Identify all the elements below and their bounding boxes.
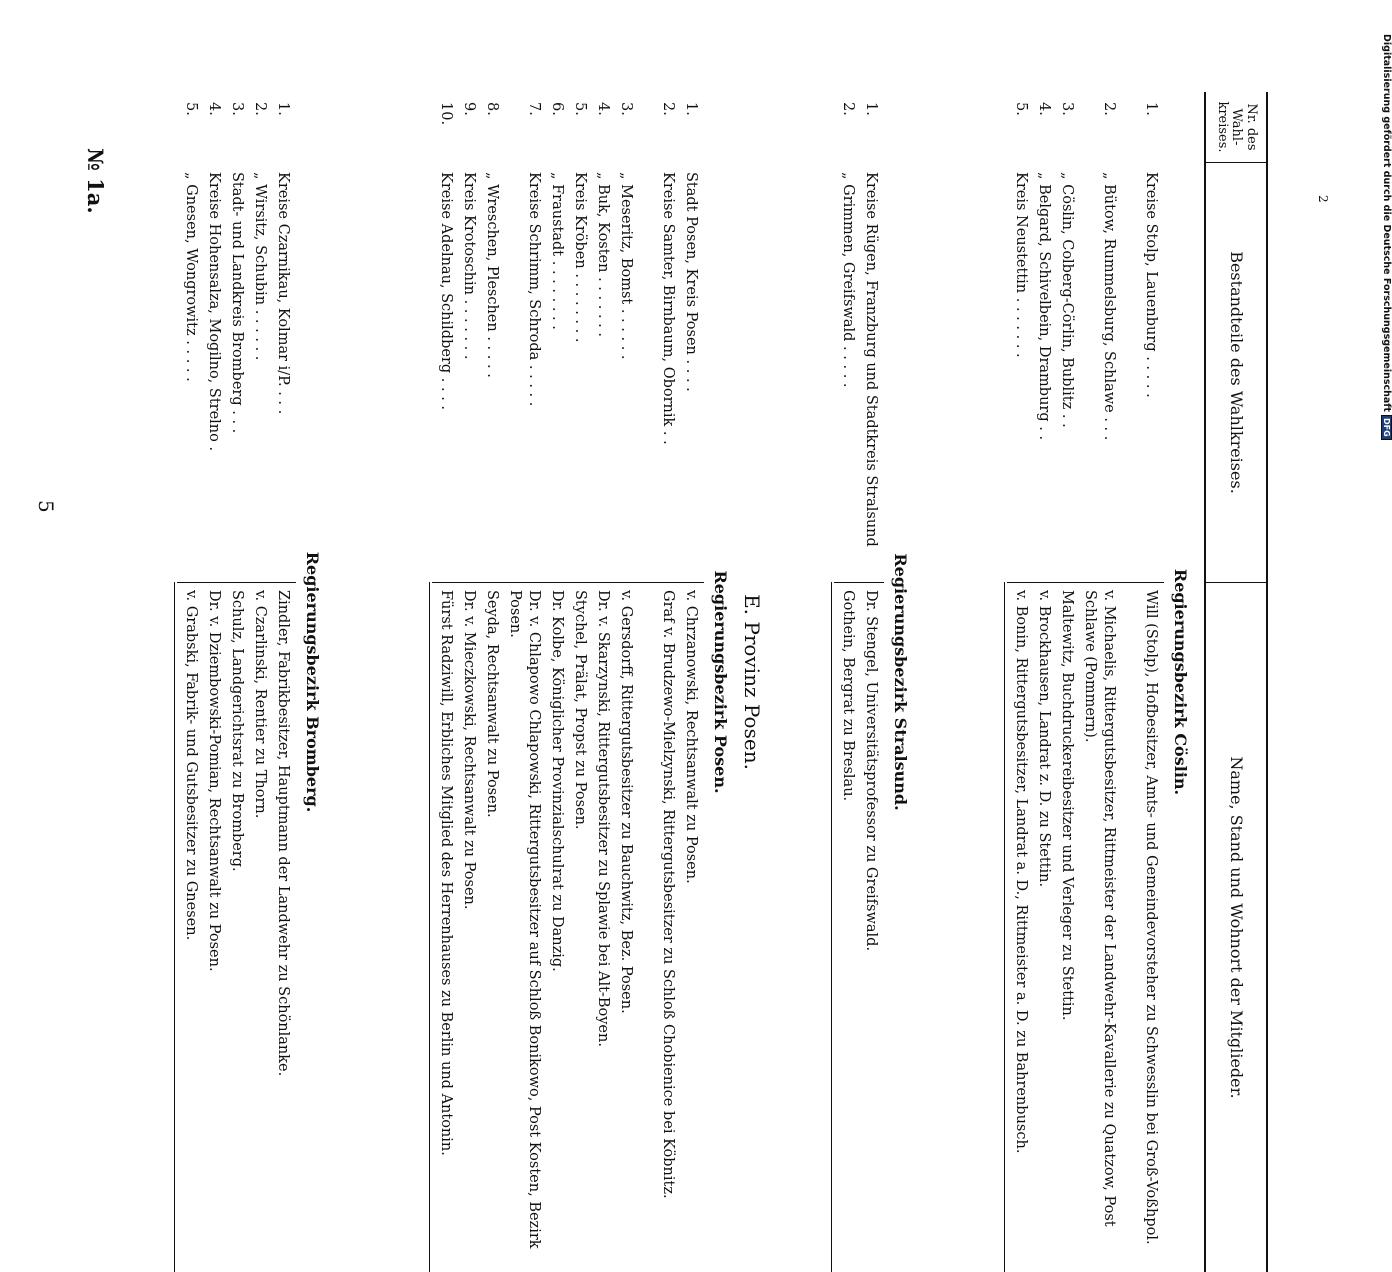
row-bestandteile: „ Gnesen, Wongrowitz . . . . . [183, 172, 199, 382]
row-number: 1. [863, 102, 879, 116]
row-number: 2. [252, 102, 268, 116]
row-bestandteile: „ Belgard, Schivelbein, Dramburg . . [1036, 172, 1052, 441]
table-header [1204, 92, 1268, 1272]
row-member: Dr. Kolbe, Königlicher Provinzialschulrat zu Danzig. [549, 590, 565, 972]
header-nr: Nr. des Wahl-kreises. [1214, 101, 1260, 153]
row-number: 1. [275, 102, 291, 116]
row-bestandteile: Kreis Neustettin . . . . . . . [1013, 172, 1029, 358]
row-bestandteile: „ Buk, Kosten . . . . . . . [595, 172, 611, 338]
row-member: Dr. v. Chlapowo Chlapowski, Rittergutsbesitzer auf Schloß Bonikowo, Post Kosten, Bezirk Posen. [507, 590, 542, 1249]
section-title: Regierungsbezirk Bromberg. [303, 551, 322, 813]
column-divider [432, 582, 704, 583]
row-bestandteile: Stadt Posen, Kreis Posen . . . . [683, 172, 699, 392]
row-bestandteile: Kreise Schrimm, Schroda . . . . . [526, 172, 542, 407]
row-number: 5. [572, 102, 588, 116]
row-number: 2. [840, 102, 856, 116]
row-member: v. Bonin, Rittergutsbesitzer, Landrat a. D., Rittmeister a. D. zu Bahrenbusch. [1013, 590, 1029, 1154]
row-bestandteile: „ Bütow, Rummelsburg, Schlawe . . . [1101, 172, 1117, 441]
row-bestandteile: „ Cöslin, Colberg-Cörlin, Bublitz . . [1059, 172, 1075, 428]
column-divider [1007, 582, 1164, 583]
section-rule [1004, 582, 1005, 1272]
row-number: 4. [1036, 102, 1052, 116]
row-number: 5. [1013, 102, 1029, 116]
document-tag: № 1a. [83, 148, 108, 214]
row-member: Dr. Stengel, Universitätsprofessor zu Greifswald. [863, 590, 879, 952]
section-title: Regierungsbezirk Cöslin. [1171, 568, 1190, 796]
row-number: 7. [526, 102, 542, 116]
row-member: v. Czarlinski, Rentier zu Thorn. [252, 590, 268, 819]
row-number: 3. [618, 102, 634, 116]
row-member: Dr. v. Mieczkowski, Rechtsanwalt zu Posen. [461, 590, 477, 910]
row-member: Will (Stolp), Hofbesitzer, Amts- und Gemeindevorsteher zu Schwesslin bei Groß-Voßhpol. [1143, 590, 1159, 1245]
row-number: 2. [1101, 102, 1117, 116]
section-rule [174, 582, 175, 1272]
row-bestandteile: Kreis Krotoschin . . . . . . . [461, 172, 477, 360]
row-number: 1. [1143, 102, 1159, 116]
row-member: v. Grabski, Fabrik- und Gutsbesitzer zu Gnesen. [183, 590, 199, 941]
row-bestandteile: Stadt- und Landkreis Bromberg . . . [229, 172, 245, 434]
row-bestandteile: „ Fraustadt . . . . . . . . [549, 172, 565, 330]
row-bestandteile: „ Meseritz, Bomst . . . . . . [618, 172, 634, 360]
footer-page-number: 2 [1316, 195, 1330, 203]
section-title: Regierungsbezirk Stralsund. [891, 553, 910, 811]
page-number: 5 [34, 500, 58, 513]
row-bestandteile: Kreis Kröben . . . . . . . . [572, 172, 588, 343]
section-rule [429, 582, 430, 1272]
province-title: E. Provinz Posen. [740, 594, 764, 770]
row-member: Fürst Radziwill, Erbliches Mitglied des Herrenhauses zu Berlin und Antonin. [438, 590, 454, 1156]
row-bestandteile: Kreise Stolp, Lauenburg . . . . . [1143, 172, 1159, 398]
row-bestandteile: Kreise Samter, Birnbaum, Obornik . . [660, 172, 676, 445]
column-divider [834, 582, 884, 583]
digitization-credit [1381, 34, 1392, 440]
row-number: 1. [683, 102, 699, 116]
column-divider [177, 582, 296, 583]
row-member: Dr. v. Skarzynski, Rittergutsbesitzer zu Splawie bei Alt-Boyen. [595, 590, 611, 1047]
row-number: 3. [229, 102, 245, 116]
row-member: Graf v. Brudzewo-Mielzynski, Rittergutsbesitzer zu Schloß Chobienice bei Köbnitz. [660, 590, 676, 1199]
header-name: Name, Stand und Wohnort der Mitglieder. [1206, 582, 1266, 1272]
row-member: v. Brockhausen, Landrat z. D. zu Stettin. [1036, 590, 1052, 888]
row-bestandteile: Kreise Rügen, Franzburg und Stadtkreis Stralsund [863, 172, 879, 547]
row-member: Gothein, Bergrat zu Breslau. [840, 590, 856, 802]
row-number: 9. [461, 102, 477, 116]
row-member: Schulz, Landgerichtsrat zu Bromberg. [229, 590, 245, 872]
row-member: v. Gersdorff, Rittergutsbesitzer zu Bauchwitz, Bez. Posen. [618, 590, 634, 1014]
row-bestandteile: Kreise Czarnikau, Kolmar i/P. . . . [275, 172, 291, 415]
row-bestandteile: Kreise Adelnau, Schildberg . . . . [438, 172, 454, 411]
row-bestandteile: „ Grimmen, Greifswald . . . . . [840, 172, 856, 388]
row-number: 2. [660, 102, 676, 116]
row-member: Seyda, Rechtsanwalt zu Posen. [484, 590, 500, 818]
row-member: Dr. v. Dziembowski-Pomian, Rechtsanwalt zu Posen. [206, 590, 222, 972]
dfg-logo: DFG [1381, 415, 1392, 440]
row-bestandteile: „ Wreschen, Pleschen . . . . . [484, 172, 500, 378]
row-member: v. Chrzanowski, Rechtsanwalt zu Posen. [683, 590, 699, 884]
row-bestandteile: „ Wirsitz, Schubin . . . . . . [252, 172, 268, 361]
section-rule [831, 582, 832, 1272]
row-member: Maltewitz, Buchdruckereibesitzer und Verleger zu Stettin. [1059, 590, 1075, 1021]
row-number: 8. [484, 102, 500, 116]
digitization-note: Digitalisierung gefördert durch die Deutsche Forschungsgemeinschaft [1381, 34, 1392, 412]
row-number: 5. [183, 102, 199, 116]
row-member: Zindler, Fabrikbesitzer, Hauptmann der Landwehr zu Schönlanke. [275, 590, 291, 1077]
row-number: 10. [438, 102, 454, 126]
section-title: Regierungsbezirk Posen. [711, 570, 730, 794]
row-number: 4. [206, 102, 222, 116]
header-bestandteile: Bestandteile des Wahlkreises. [1206, 162, 1266, 582]
row-member: v. Michaelis, Rittergutsbesitzer, Rittmeister der Landwehr-Kavallerie zu Quatzow, Post Schlawe (Pommern). [1082, 590, 1117, 1227]
document-table [183, 92, 1282, 1272]
row-bestandteile: Kreise Hohensalza, Mogilno, Strelno . [206, 172, 222, 452]
row-number: 6. [549, 102, 565, 116]
row-number: 4. [595, 102, 611, 116]
row-member: Stychel, Prälat, Propst zu Posen. [572, 590, 588, 830]
row-number: 3. [1059, 102, 1075, 116]
